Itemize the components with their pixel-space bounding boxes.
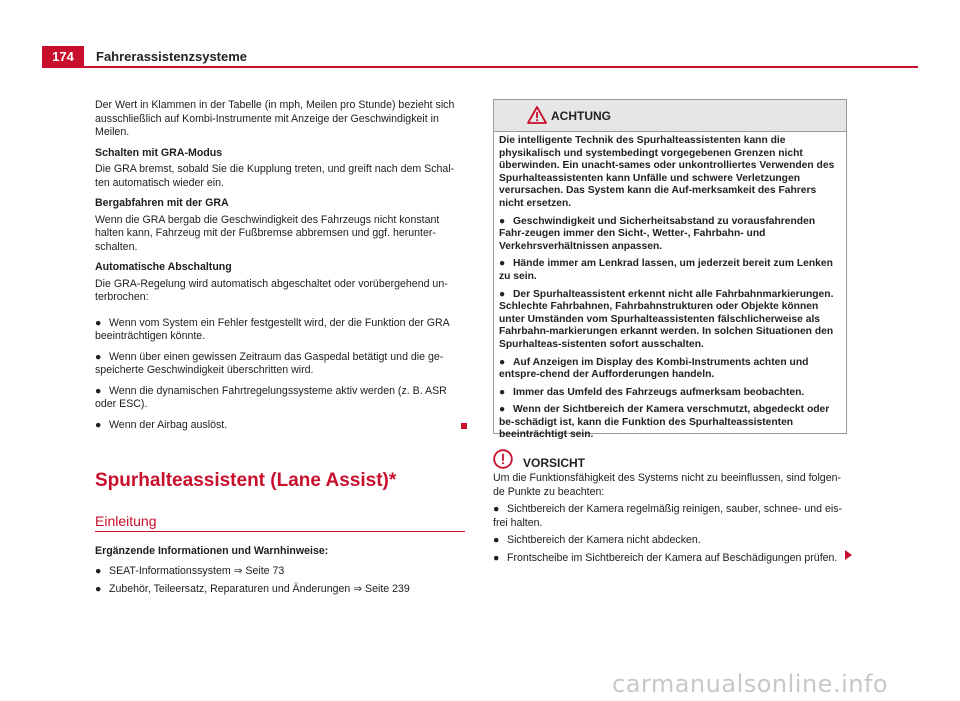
bullet-icon: ● bbox=[95, 583, 102, 595]
caution-title: VORSICHT bbox=[523, 456, 586, 470]
page-number: 174 bbox=[42, 46, 84, 67]
left-column bbox=[95, 99, 465, 439]
list-item: ● Sichtbereich der Kamera regelmäßig reinigen, sauber, schnee- und eis-frei halten. bbox=[493, 503, 843, 529]
list-item: ● Immer das Umfeld des Fahrzeugs aufmerksam beobachten. bbox=[499, 386, 805, 398]
warning-body bbox=[494, 132, 846, 442]
warning-title: ACHTUNG bbox=[551, 109, 611, 123]
bullet-icon: ● bbox=[493, 503, 500, 515]
references-block bbox=[95, 545, 465, 602]
caution-body bbox=[493, 472, 847, 569]
caution-circle-icon bbox=[493, 449, 513, 469]
intro-paragraph: Der Wert in Klammen in der Tabelle (in mph, Meilen pro Stunde) bezieht sich ausschließlich auf Kombi-Instrumente mit Anzeige der Geschwindigkeit in Meilen. bbox=[95, 99, 455, 138]
warning-box bbox=[493, 99, 847, 441]
bullet-icon: ● bbox=[499, 386, 506, 398]
bullet-icon: ● bbox=[499, 404, 506, 416]
list-item: ● Wenn der Sichtbereich der Kamera verschmutzt, abgedeckt oder be-schädigt ist, kann die Funktion des Spurhalteassistenten beeinträchtigt sein. bbox=[499, 404, 830, 441]
bullet-icon: ● bbox=[499, 288, 506, 300]
chapter-title: Fahrerassistenzsysteme bbox=[96, 49, 248, 64]
bullet-icon: ● bbox=[95, 418, 102, 431]
bullet-icon: ● bbox=[493, 534, 500, 546]
warning-triangle-icon bbox=[527, 106, 547, 124]
warning-header bbox=[494, 100, 846, 132]
list-item: ● Auf Anzeigen im Display des Kombi-Instruments achten und entspre-chend der Aufforderungen handeln. bbox=[499, 356, 809, 381]
list-item: ● Wenn vom System ein Fehler festgestellt wird, der die Funktion der GRA beeinträchtigen könnte. bbox=[95, 316, 450, 342]
caution-intro: Um die Funktionsfähigkeit des Systems nicht zu beeinflussen, sind folgen-de Punkte zu beachten: bbox=[493, 472, 842, 498]
reference-link[interactable]: ● SEAT-Informationssystem ⇒ Seite 73 bbox=[95, 564, 285, 577]
continue-arrow-icon bbox=[845, 550, 852, 560]
list-item: ● Sichtbereich der Kamera nicht abdecken. bbox=[493, 534, 701, 546]
downhill-paragraph: Wenn die GRA bergab die Geschwindigkeit des Fahrzeugs nicht konstant halten kann, Fahrzeug mit der Fußbremse abbremsen und ggf. herunter-schalten. bbox=[95, 213, 440, 253]
warning-intro: Die intelligente Technik des Spurhalteassistenten kann die physikalisch und systembedingt vorgegebenen Grenzen nicht überwinden. Ein unacht-sames oder unkontrolliertes Verwenden des Spurhalteassistenten kann Unfälle und schwere Verletzungen verursachen. Das System kann die Auf-merksamkeit des Fahrers nicht ersetzen. bbox=[499, 135, 835, 209]
bullet-icon: ● bbox=[95, 350, 102, 363]
list-item: ● Der Spurhalteassistent erkennt nicht alle Fahrbahnmarkierungen. Schlechte Fahrbahnen, Fahrbahnstrukturen oder Objekte können unter Umständen vom Spurhalteassistenten fälschlicherweise als Fahrbahn-markierungen erkannt werden. In solchen Situationen den Spurhalteas-sistenten sofort ausschalten. bbox=[499, 288, 834, 350]
section-title: Spurhalteassistent (Lane Assist)* bbox=[95, 470, 397, 491]
bullet-icon: ● bbox=[95, 564, 102, 577]
subsection-rule bbox=[95, 531, 465, 532]
reference-link[interactable]: ● Zubehör, Teileersatz, Reparaturen und Änderungen ⇒ Seite 239 bbox=[95, 583, 410, 595]
bullet-icon: ● bbox=[493, 551, 500, 564]
list-item: ● Wenn der Airbag auslöst. bbox=[95, 418, 228, 431]
header-rule bbox=[42, 66, 918, 68]
subsection-title: Einleitung bbox=[95, 513, 157, 529]
list-item: ● Frontscheibe im Sichtbereich der Kamera auf Beschädigungen prüfen. bbox=[493, 551, 838, 564]
list-item: ● Wenn die dynamischen Fahrtregelungssysteme aktiv werden (z. B. ASR oder ESC). bbox=[95, 384, 447, 410]
references-heading: Ergänzende Informationen und Warnhinweise: bbox=[95, 545, 329, 557]
list-item: ● Hände immer am Lenkrad lassen, um jederzeit bereit zum Lenken zu sein. bbox=[499, 258, 833, 282]
watermark: carmanualsonline.info bbox=[612, 670, 889, 698]
bullet-icon: ● bbox=[499, 258, 506, 270]
section-end-marker bbox=[461, 423, 467, 429]
bullet-icon: ● bbox=[499, 356, 506, 368]
auto-paragraph: Die GRA-Regelung wird automatisch abgeschaltet oder vorübergehend un-terbrochen: bbox=[95, 277, 448, 303]
bullet-icon: ● bbox=[95, 316, 102, 329]
bullet-icon: ● bbox=[499, 215, 506, 227]
bullet-icon: ● bbox=[95, 384, 102, 397]
downhill-heading: Bergabfahren mit der GRA bbox=[95, 197, 229, 209]
list-item: ● Geschwindigkeit und Sicherheitsabstand zu vorausfahrenden Fahr-zeugen immer den Sicht-, Wetter-, Fahrbahn- und Verkehrsverhältnissen anpassen. bbox=[499, 215, 816, 252]
auto-heading: Automatische Abschaltung bbox=[95, 261, 232, 273]
gra-heading: Schalten mit GRA-Modus bbox=[95, 146, 223, 159]
list-item: ● Wenn über einen gewissen Zeitraum das Gaspedal betätigt und die ge-speicherte Geschwindigkeit überschritten wird. bbox=[95, 350, 444, 376]
gra-paragraph: Die GRA bremst, sobald Sie die Kupplung treten, und greift nach dem Schal-ten automatisch wieder ein. bbox=[95, 163, 455, 189]
